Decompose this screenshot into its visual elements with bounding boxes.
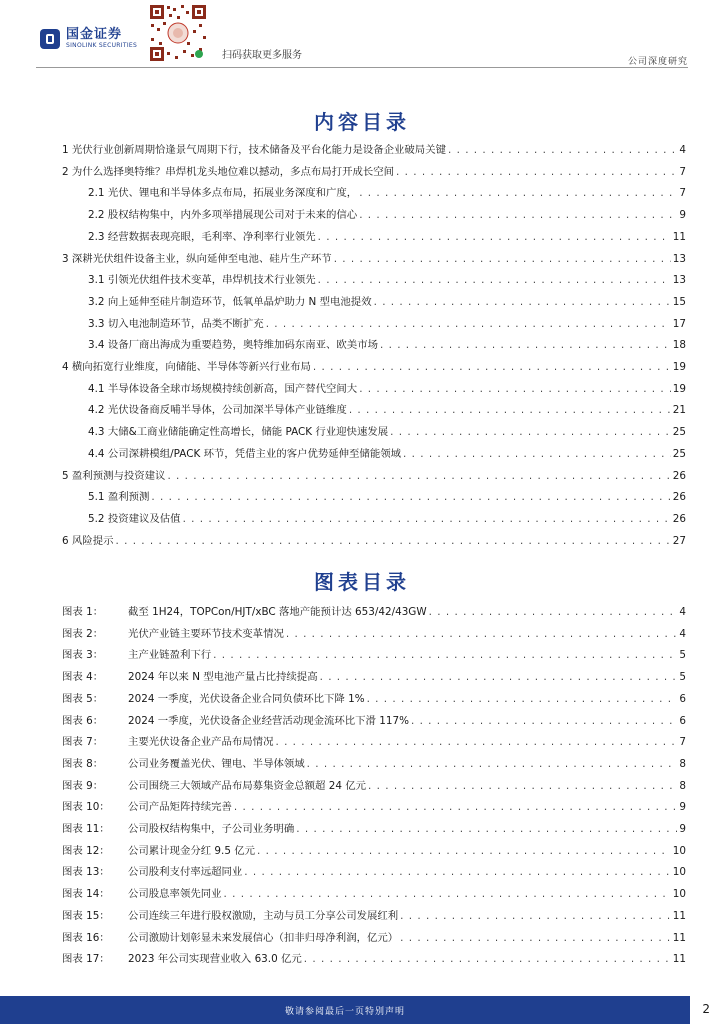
dot-leader [390, 425, 671, 439]
toc-entry-title: 3.1 引领光伏组件技术变革，串焊机技术行业领先 [88, 274, 316, 287]
figure-entry-title: 公司连续三年进行股权激励，主动与员工分享公司发展红利 [128, 909, 399, 922]
dot-leader [313, 360, 671, 374]
toc-entry[interactable] [88, 208, 686, 222]
page-header [0, 0, 724, 70]
dot-leader [296, 822, 677, 836]
dot-leader [400, 931, 671, 945]
toc-entry[interactable] [62, 360, 686, 374]
qr-code-icon[interactable] [147, 2, 209, 64]
figure-entry[interactable] [62, 822, 686, 836]
figure-entry-page: 4 [679, 627, 686, 640]
dot-leader [359, 382, 671, 396]
figure-entry[interactable] [62, 714, 686, 728]
figure-entry-title: 公司股息率领先同业 [128, 888, 222, 901]
toc-entry-title: 3.2 向上延伸至硅片制造环节，低氧单晶炉助力 N 型电池提效 [88, 295, 372, 308]
figure-entry-page: 11 [672, 909, 686, 922]
logo-name-en: SINOLINK SECURITIES [66, 42, 138, 49]
toc-entry[interactable] [88, 490, 686, 504]
figure-entry-title: 公司围绕三大领域产品布局募集资金总额超 24 亿元 [128, 779, 367, 792]
figure-entry[interactable] [62, 909, 686, 923]
dot-leader [151, 490, 670, 504]
dot-leader [448, 143, 677, 157]
toc-entry-title: 4.2 光伏设备商反哺半导体，公司加深半导体产业链维度 [88, 404, 347, 417]
toc-entry-title: 4 横向拓宽行业维度，向储能、半导体等新兴行业布局 [62, 361, 311, 373]
toc-title: 内容目录 [314, 110, 410, 134]
figure-entry-label: 图表 12： [62, 844, 110, 857]
dot-leader [183, 512, 671, 526]
figure-entry[interactable] [62, 844, 686, 858]
figure-entry[interactable] [62, 779, 686, 793]
toc-entry[interactable] [62, 469, 686, 483]
toc-entry-title: 2 为什么选择奥特维？串焊机龙头地位难以撼动，多点布局打开成长空间 [62, 165, 395, 178]
figure-entry[interactable] [62, 800, 686, 814]
figure-entry[interactable] [62, 692, 686, 706]
toc-entry-title: 4.3 大储&工商业储能确定性高增长，储能 PACK 行业迎快速发展 [88, 426, 389, 439]
dot-leader [374, 295, 671, 309]
toc-entry-title: 5 盈利预测与投资建议 [62, 469, 166, 482]
figure-entry-page: 9 [679, 801, 686, 814]
logo-icon [40, 29, 60, 49]
figure-entry-page: 11 [672, 953, 686, 966]
toc-entry-title: 6 风险提示 [62, 534, 114, 547]
figure-entry-page: 5 [679, 649, 686, 662]
dot-leader [359, 208, 677, 222]
figure-entry-label: 图表 10： [62, 801, 110, 814]
figure-entry-page: 9 [679, 823, 686, 835]
figure-entry[interactable] [62, 605, 686, 619]
figure-entry-title: 2024 年以来 N 型电池产量占比持续提高 [128, 671, 318, 684]
figure-entry-label: 图表 17： [62, 953, 110, 966]
scan-prompt: 扫码获取更多服务 [222, 50, 302, 61]
toc-entry-page: 27 [672, 534, 686, 547]
figure-entry-label: 图表 9： [62, 779, 104, 792]
toc-entry-page: 26 [672, 469, 686, 482]
figure-entry-label: 图表 13： [62, 866, 110, 879]
toc-entry-page: 25 [672, 426, 686, 439]
toc-entry-title: 3.3 切入电池制造环节，品类不断扩充 [88, 317, 264, 330]
dot-leader [318, 273, 671, 287]
dot-leader [411, 714, 677, 728]
dot-leader [307, 757, 678, 771]
figure-entry-title: 主产业链盈利下行 [128, 649, 212, 662]
toc-entry-title: 4.1 半导体设备全球市场规模持续创新高，国产替代空间大 [88, 382, 358, 395]
toc-entry[interactable] [88, 338, 686, 352]
dot-leader [380, 338, 671, 352]
toc-entry-title: 3.4 设备厂商出海成为重要趋势，奥特维加码东南亚、欧美市场 [88, 339, 378, 352]
figure-entry-title: 公司累计现金分红 9.5 亿元 [128, 844, 256, 857]
figure-entry-page: 5 [679, 671, 686, 684]
dot-leader [403, 447, 671, 461]
figure-entry-page: 6 [679, 714, 686, 727]
dot-leader [368, 779, 677, 793]
logo-name-cn: 国金证券 [66, 27, 123, 42]
toc-entry[interactable] [62, 534, 686, 548]
figure-entry[interactable] [62, 952, 686, 966]
toc-entry-page: 9 [679, 209, 686, 222]
header-divider [36, 67, 688, 68]
toc-entry-page: 19 [672, 361, 686, 373]
toc-entry-page: 25 [672, 447, 686, 460]
figure-entry-label: 图表 2： [62, 627, 104, 640]
toc-entry-title: 1 光伏行业创新周期恰逢景气周期下行，技术储备及平台化能力是设备企业破局关键 [62, 144, 446, 156]
figure-entry-label: 图表 6： [62, 714, 104, 727]
figure-entry-label: 图表 3： [62, 649, 104, 662]
figure-entry[interactable] [62, 931, 686, 945]
toc-entry-page: 13 [672, 252, 686, 265]
report-type-label: 公司深度研究 [627, 57, 688, 67]
toc-entry-page: 18 [672, 339, 686, 352]
footer-disclaimer: 敬请参阅最后一页特别声明 [284, 1007, 405, 1017]
figure-entry-page: 8 [679, 757, 686, 770]
figure-entry[interactable] [62, 757, 686, 771]
toc-entry-title: 2.3 经营数据表现亮眼，毛利率、净利率行业领先 [88, 230, 316, 243]
figure-entry-label: 图表 14： [62, 888, 110, 901]
toc-entry[interactable] [62, 165, 686, 179]
toc-entry[interactable] [88, 230, 686, 244]
toc-entry-page: 13 [672, 274, 686, 287]
toc-entry-title: 4.4 公司深耕模组/PACK 环节，凭借主业的客户优势延伸至储能领域 [88, 447, 401, 460]
figure-entry-title: 公司业务覆盖光伏、锂电、半导体领域 [128, 757, 305, 770]
dot-leader [400, 909, 671, 923]
toc-entry-page: 19 [672, 382, 686, 395]
figure-entry-label: 图表 8： [62, 757, 104, 770]
figure-entry-label: 图表 16： [62, 931, 110, 944]
toc-entry-page: 7 [679, 165, 686, 178]
dot-leader [304, 952, 671, 966]
toc-entry[interactable] [62, 143, 686, 157]
figure-entry[interactable] [62, 627, 686, 641]
toc-entry[interactable] [88, 403, 686, 417]
dot-leader [257, 844, 671, 858]
dot-leader [349, 403, 671, 417]
dot-leader [213, 648, 677, 662]
dot-leader [429, 605, 678, 619]
figure-entry-title: 2024 一季度，光伏设备企业合同负债环比下降 1% [128, 692, 365, 705]
toc-entry-page: 17 [672, 317, 686, 330]
figure-entry[interactable] [62, 648, 686, 662]
toc-entry[interactable] [88, 317, 686, 331]
toc-entry[interactable] [88, 512, 686, 526]
dot-leader [359, 186, 677, 200]
figure-entry-label: 图表 7： [62, 736, 104, 749]
figure-entry-label: 图表 5： [62, 692, 104, 705]
figure-entry-page: 10 [672, 866, 686, 879]
company-logo [40, 28, 137, 49]
dot-leader [334, 252, 671, 266]
figure-entry-page: 6 [679, 692, 686, 705]
toc-entry-page: 15 [672, 295, 686, 308]
dot-leader [275, 735, 677, 749]
toc-entry-page: 26 [672, 512, 686, 525]
dot-leader [320, 670, 678, 684]
figure-entry-title: 公司股权结构集中，子公司业务明确 [128, 823, 295, 835]
dot-leader [266, 317, 671, 331]
dot-leader [244, 865, 670, 879]
figure-entry-title: 公司股利支付率远超同业 [128, 866, 243, 879]
figure-list-title: 图表目录 [314, 570, 410, 594]
dot-leader [224, 887, 671, 901]
figure-entry-page: 10 [672, 844, 686, 857]
dot-leader [367, 692, 678, 706]
toc-entry-title: 2.2 股权结构集中，内外多项举措展现公司对于未来的信心 [88, 209, 358, 222]
figure-entry-label: 图表 4： [62, 671, 104, 684]
toc-entry[interactable] [88, 273, 686, 287]
figure-entry[interactable] [62, 735, 686, 749]
figure-entry[interactable] [62, 887, 686, 901]
toc-entry-title: 2.1 光伏、锂电和半导体多点布局，拓展业务深度和广度， [88, 187, 358, 200]
figure-entry-page: 10 [672, 888, 686, 901]
toc-entry-title: 5.1 盈利预测 [88, 491, 150, 504]
figure-entry-title: 2023 年公司实现营业收入 63.0 亿元 [128, 953, 302, 966]
figure-entry-title: 公司激励计划彰显未来发展信心（扣非归母净利润，亿元） [128, 931, 399, 944]
toc-entry[interactable] [88, 447, 686, 461]
figure-entry-label: 图表 15： [62, 909, 110, 922]
dot-leader [318, 230, 671, 244]
toc-entry-page: 11 [672, 230, 686, 243]
figure-entry-page: 4 [679, 606, 686, 618]
figure-entry-title: 主要光伏设备企业产品布局情况 [128, 736, 274, 749]
dot-leader [396, 165, 677, 179]
toc-entry[interactable] [88, 295, 686, 309]
toc-entry[interactable] [88, 186, 686, 200]
toc-entry[interactable] [88, 425, 686, 439]
page-footer [0, 996, 724, 1024]
figure-entry-page: 8 [679, 779, 686, 792]
toc-entry-page: 21 [672, 404, 686, 417]
toc-entry[interactable] [62, 252, 686, 266]
dot-leader [167, 469, 670, 483]
figure-entry-page: 7 [679, 736, 686, 749]
toc-entry[interactable] [88, 382, 686, 396]
toc-entry-page: 7 [679, 187, 686, 200]
figure-entry-label: 图表 11： [62, 823, 110, 835]
dot-leader [234, 800, 677, 814]
figure-entry-label: 图表 1： [62, 606, 104, 618]
toc-entry-page: 26 [672, 491, 686, 504]
figure-entry[interactable] [62, 670, 686, 684]
figure-entry-page: 11 [672, 931, 686, 944]
dot-leader [115, 534, 670, 548]
toc-entry-title: 3 深耕光伏组件设备主业，纵向延伸至电池、硅片生产环节 [62, 252, 332, 265]
figure-entry-title: 2024 一季度，光伏设备企业经营活动现金流环比下滑 117% [128, 714, 409, 727]
figure-entry-title: 公司产品矩阵持续完善 [128, 801, 232, 814]
figure-entry[interactable] [62, 865, 686, 879]
page-number: 2 [702, 1002, 710, 1016]
toc-entry-title: 5.2 投资建议及估值 [88, 512, 181, 525]
dot-leader [286, 627, 678, 641]
toc-entry-page: 4 [679, 144, 686, 156]
figure-entry-title: 截至 1H24，TOPCon/HJT/xBC 落地产能预计达 653/42/43GW [128, 606, 427, 618]
figure-entry-title: 光伏产业链主要环节技术变革情况 [128, 627, 284, 640]
